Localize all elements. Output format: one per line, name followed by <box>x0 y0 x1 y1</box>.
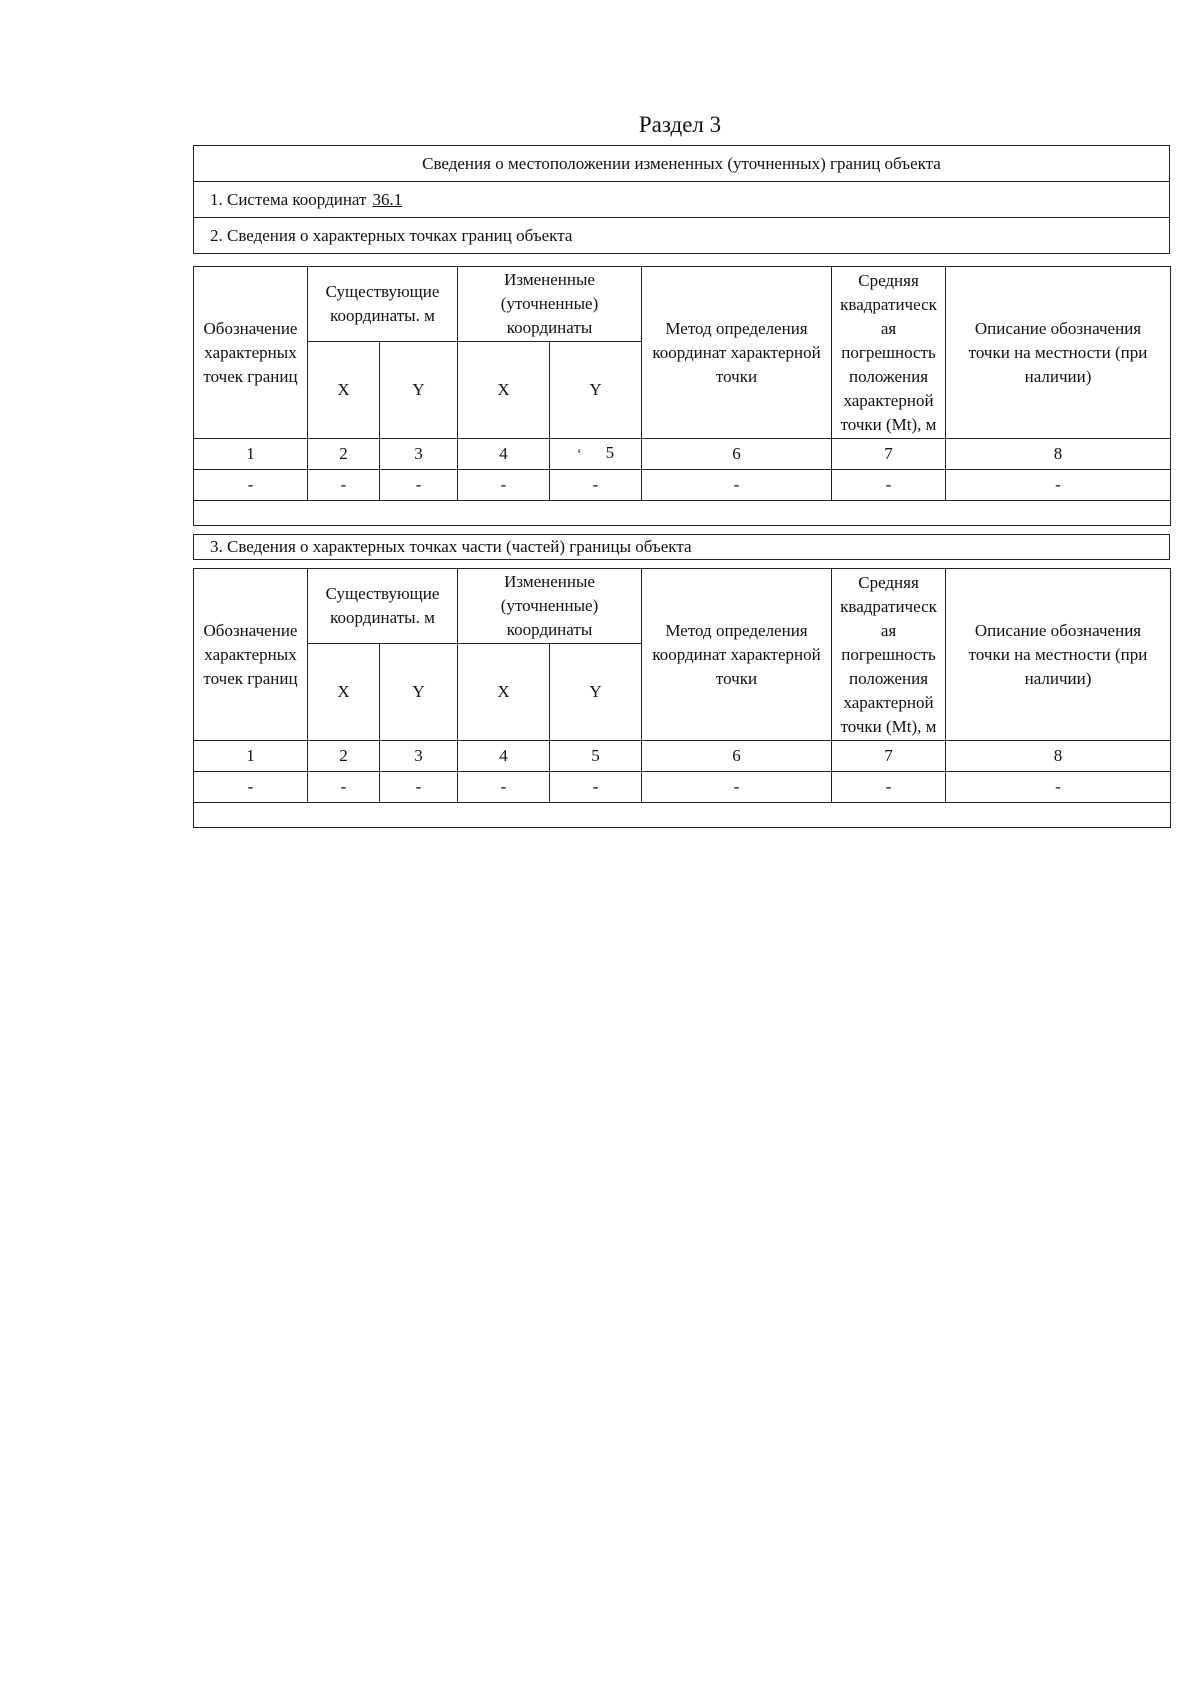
part-title: 3. Сведения о характерных точках части (частей) границы объекта <box>194 535 1170 560</box>
col-number: 7 <box>832 439 946 470</box>
col-number: ʻ 5 <box>550 439 642 470</box>
col-number: 8 <box>946 439 1171 470</box>
empty-row <box>194 803 1171 828</box>
col-number: 2 <box>308 439 380 470</box>
col-existing: Существующие координаты. м <box>308 267 458 342</box>
col-number: 1 <box>194 439 308 470</box>
table-cell: - <box>946 772 1171 803</box>
empty-row <box>194 501 1171 526</box>
col-changed-x: X <box>458 644 550 741</box>
col-changed: Измененные (уточненные) координаты <box>458 267 642 342</box>
table-cell: - <box>194 470 308 501</box>
points-title: 2. Сведения о характерных точках границ объекта <box>194 218 1170 254</box>
tick-mark: ʻ <box>576 447 582 462</box>
info-block <box>193 145 1170 254</box>
table-cell: - <box>458 470 550 501</box>
col-number: 8 <box>946 741 1171 772</box>
col-number: 5 <box>550 741 642 772</box>
col-changed-x: X <box>458 342 550 439</box>
section-title: Раздел 3 <box>638 112 722 137</box>
table-row <box>194 470 1171 501</box>
table-cell: - <box>946 470 1171 501</box>
table-cell: - <box>308 772 380 803</box>
table-row <box>194 772 1171 803</box>
coord-system-value: 36.1 <box>372 189 403 209</box>
col-number: 6 <box>642 741 832 772</box>
col-changed: Измененные (уточненные) координаты <box>458 569 642 644</box>
table-cell: - <box>194 772 308 803</box>
col-number: 1 <box>194 741 308 772</box>
part-points-table-block <box>193 568 1170 828</box>
coord-system-row <box>194 182 1170 218</box>
column-numbers-row <box>194 741 1171 772</box>
col-existing: Существующие координаты. м <box>308 569 458 644</box>
table-cell: - <box>458 772 550 803</box>
col-description: Описание обозначения точки на местности (при наличии) <box>946 267 1171 439</box>
col-designation: Обозначение характерных точек границ <box>194 569 308 741</box>
col-number: 4 <box>458 439 550 470</box>
table-cell: - <box>550 772 642 803</box>
column-numbers-row <box>194 439 1171 470</box>
col-method: Метод определения координат характерной точки <box>642 569 832 741</box>
col-existing-x: X <box>308 342 380 439</box>
col-changed-y: Y <box>550 342 642 439</box>
col-number: 3 <box>380 439 458 470</box>
col-number: 6 <box>642 439 832 470</box>
part-title-block <box>193 534 1170 560</box>
points-table-block <box>193 266 1170 526</box>
table-cell: - <box>642 772 832 803</box>
table-cell: - <box>832 470 946 501</box>
col-description: Описание обозначения точки на местности (при наличии) <box>946 569 1171 741</box>
col-rmse: Средняя квадратическ ая погрешность положения характерной точки (Mt), м <box>832 569 946 741</box>
col-existing-y: Y <box>380 342 458 439</box>
col-number: 7 <box>832 741 946 772</box>
table-cell: - <box>832 772 946 803</box>
coord-system-label: 1. Система координат <box>210 189 367 209</box>
col-number: 3 <box>380 741 458 772</box>
table-cell: - <box>308 470 380 501</box>
points-table <box>193 266 1171 526</box>
col-existing-x: X <box>308 644 380 741</box>
table-cell: - <box>380 470 458 501</box>
col-designation: Обозначение характерных точек границ <box>194 267 308 439</box>
col-rmse: Средняя квадратическ ая погрешность положения характерной точки (Mt), м <box>832 267 946 439</box>
col-changed-y: Y <box>550 644 642 741</box>
col-method: Метод определения координат характерной точки <box>642 267 832 439</box>
part-points-table <box>193 568 1171 828</box>
col-number: 4 <box>458 741 550 772</box>
table-cell: - <box>550 470 642 501</box>
col-existing-y: Y <box>380 644 458 741</box>
table-cell: - <box>642 470 832 501</box>
table-cell: - <box>380 772 458 803</box>
info-header: Сведения о местоположении измененных (уточненных) границ объекта <box>194 146 1170 182</box>
col-number: 2 <box>308 741 380 772</box>
